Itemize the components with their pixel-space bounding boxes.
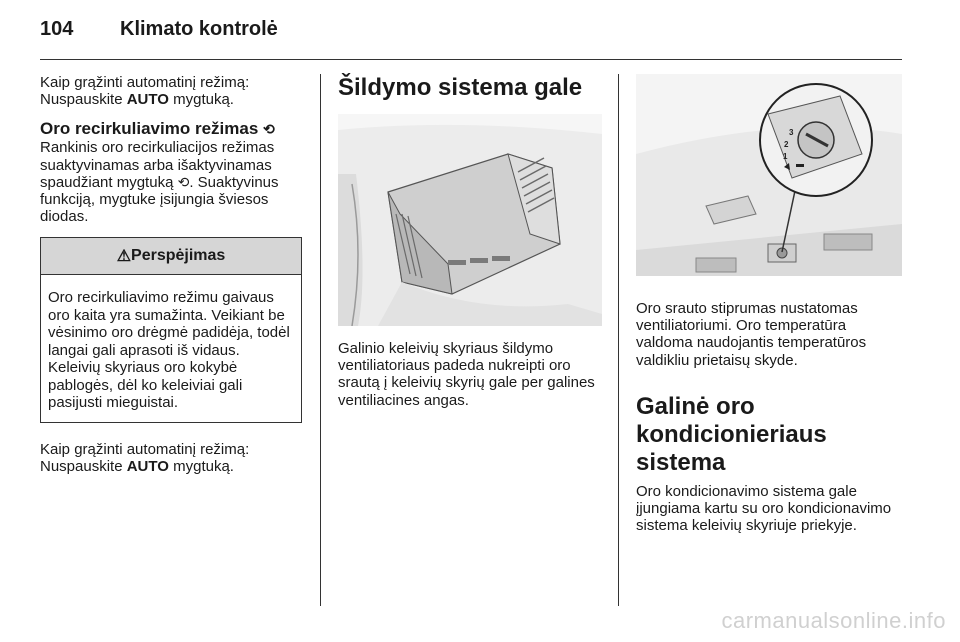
recirculation-icon-inline: ⟲: [177, 173, 190, 190]
page-number: 104: [40, 18, 74, 40]
watermark: carmanualsonline.info: [721, 608, 946, 633]
dial-label-1: 1: [783, 152, 788, 161]
column-divider-1: [320, 74, 321, 606]
rear-heating-heading: Šildymo sistema gale: [338, 74, 583, 101]
warning-icon: ⚠: [116, 248, 132, 266]
auto-mode-paragraph-2: Kaip grąžinti automatinį režimą: Nuspauskite AUTO mygtuką.: [40, 440, 250, 476]
column-2: [338, 74, 602, 409]
dial-label-2: 2: [784, 140, 789, 149]
auto-mode-paragraph-1: Kaip grąžinti automatinį režimą: Nuspauskite AUTO mygtuką.: [40, 74, 250, 109]
warning-box: [40, 237, 302, 423]
recirculation-paragraph: Rankinis oro recirkuliacijos režimas suaktyvinamas arba išaktyvinamas spaudžiant mygtuką ⟲. Suaktyvinus funkciją, mygtuke įsijungia šviesos diodas.: [40, 139, 279, 226]
rear-heating-paragraph: Galinio keleivių skyriaus šildymo ventiliatoriaus padeda nukreipti oro srautą į keleivių skyrių gale per galines ventiliacines angas.: [338, 340, 595, 409]
warning-text: Oro recirkuliavimo režimu gaivaus oro kaita yra sumažinta. Veikiant be vėsinimo oro drėgmė padidėja, todėl langai gali aprasoti iš vidaus. Keleivių skyriaus oro kokybė pablogės, dėl ko keleiviai gali pasijusti mieguistai.: [48, 289, 290, 412]
auto-keyword: AUTO: [126, 91, 169, 109]
chapter-title: Klimato kontrolė: [120, 18, 278, 40]
rear-vent-illustration: [338, 114, 602, 326]
header-divider: [40, 59, 902, 60]
column-1: [40, 74, 304, 475]
page-header: [40, 18, 278, 48]
recirculation-icon: ⟲: [263, 121, 275, 138]
warning-title: Perspėjimas: [131, 247, 226, 265]
warning-header: [41, 238, 301, 275]
column-3: [636, 74, 902, 534]
recirculation-heading: Oro recirkuliavimo režimas ⟲: [40, 119, 275, 139]
auto-keyword-2: AUTO: [126, 458, 169, 476]
fan-control-paragraph: Oro srauto stiprumas nustatomas ventiliatoriumi. Oro temperatūra valdoma naudojantis temperatūros valdikliu prietaisų skyde.: [636, 300, 867, 369]
rear-ac-paragraph: Oro kondicionavimo sistema gale įjungiama kartu su oro kondicionavimo sistema keleivių skyriuje priekyje.: [636, 482, 892, 535]
warning-body: [41, 275, 301, 422]
rear-fan-control-illustration: [636, 74, 902, 276]
rear-ac-heading: Galinė oro kondicionieriaus sistema: [636, 392, 827, 476]
dial-label-3: 3: [789, 128, 794, 137]
column-divider-2: [618, 74, 619, 606]
